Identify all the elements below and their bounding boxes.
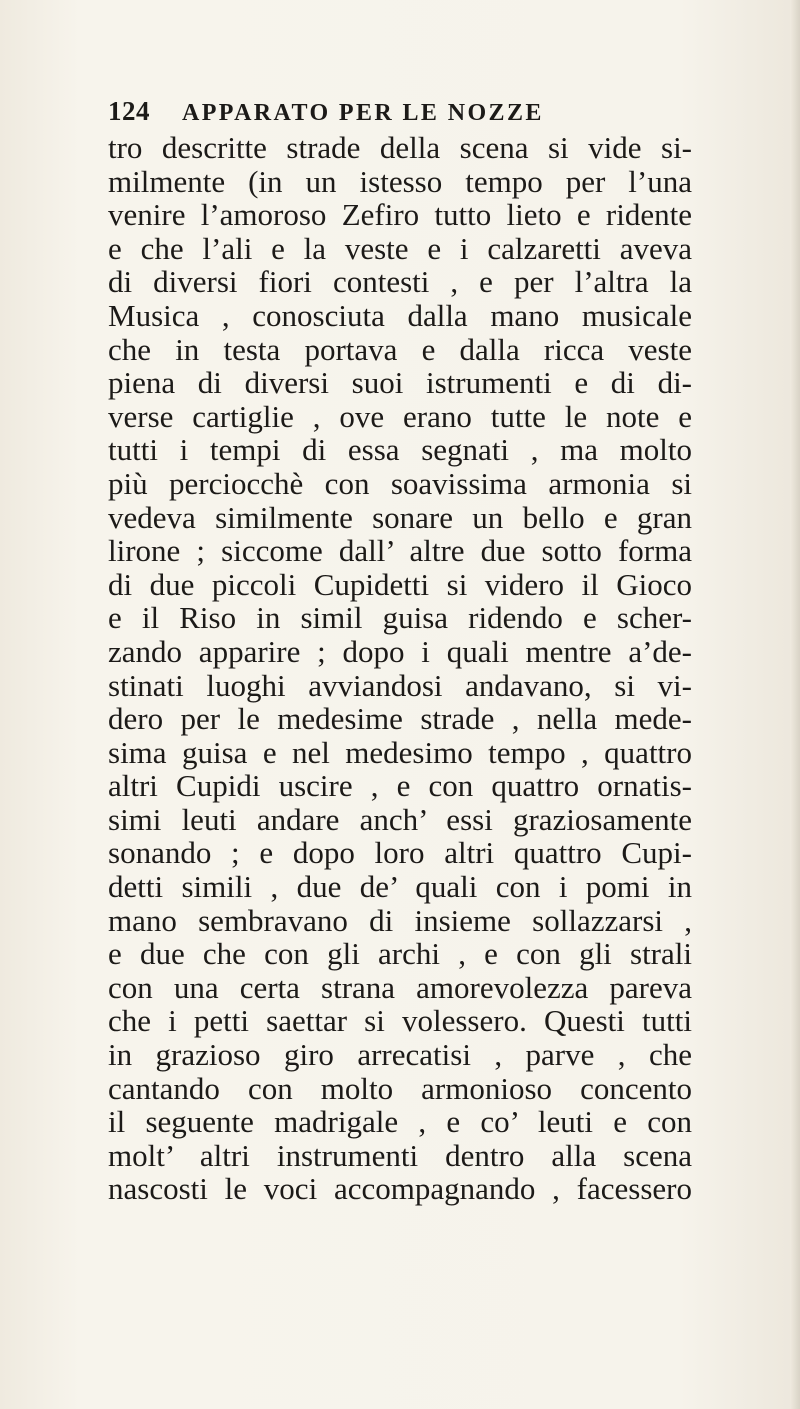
text-line: nascosti le voci accompagnando , facessero <box>108 1171 692 1207</box>
text-line: simi leuti andare anch’ essi graziosamente <box>108 801 692 837</box>
text-line: vedeva similmente sonare un bello e gran <box>108 499 692 535</box>
text-line: dero per le medesime strade , nella mede- <box>108 701 692 737</box>
text-line: sonando ; e dopo loro altri quattro Cupi- <box>108 835 692 871</box>
text-line: con una certa strana amorevolezza pareva <box>108 969 692 1005</box>
text-line: e il Riso in simil guisa ridendo e scher- <box>108 600 692 636</box>
text-line: verse cartiglie , ove erano tutte le note e <box>108 398 692 434</box>
text-line: e che l’ali e la veste e i calzaretti aveva <box>108 230 692 266</box>
text-line: milmente (in un istesso tempo per l’una <box>108 163 692 199</box>
text-line: che i petti saettar si volessero. Questi tutti <box>108 1003 692 1039</box>
text-line: di diversi fiori contesti , e per l’altra la <box>108 264 692 300</box>
text-line: tutti i tempi di essa segnati , ma molto <box>108 432 692 468</box>
text-line: stinati luoghi avviandosi andavano, si vi- <box>108 667 692 703</box>
text-line: piena di diversi suoi istrumenti e di di- <box>108 365 692 401</box>
text-line: venire l’amoroso Zefiro tutto lieto e ridente <box>108 197 692 233</box>
text-line: e due che con gli archi , e con gli strali <box>108 936 692 972</box>
text-line: in grazioso giro arrecatisi , parve , che <box>108 1037 692 1073</box>
running-head <box>108 94 708 130</box>
text-line: altri Cupidi uscire , e con quattro ornatis- <box>108 768 692 804</box>
text-line: cantando con molto armonioso concento <box>108 1070 692 1106</box>
body-text <box>108 131 692 1206</box>
text-line: sima guisa e nel medesimo tempo , quattro <box>108 734 692 770</box>
text-line: di due piccoli Cupidetti si videro il Gioco <box>108 566 692 602</box>
text-line: molt’ altri instrumenti dentro alla scena <box>108 1137 692 1173</box>
text-line: tro descritte strade della scena si vide si- <box>108 130 692 165</box>
text-line: mano sembravano di insieme sollazzarsi , <box>108 902 692 938</box>
text-line: zando apparire ; dopo i quali mentre a’de- <box>108 633 692 669</box>
text-line: detti simili , due de’ quali con i pomi in <box>108 869 692 905</box>
text-line: lirone ; siccome dall’ altre due sotto forma <box>108 533 692 569</box>
running-title: APPARATO PER LE NOZZE <box>182 100 544 126</box>
text-line: il seguente madrigale , e co’ leuti e con <box>108 1104 692 1140</box>
text-line: che in testa portava e dalla ricca veste <box>108 331 692 367</box>
text-line: Musica , conosciuta dalla mano musicale <box>108 297 692 333</box>
page-gutter <box>790 0 800 1409</box>
page-number: 124 <box>108 96 150 126</box>
text-line: più perciocchè con soavissima armonia si <box>108 465 692 501</box>
